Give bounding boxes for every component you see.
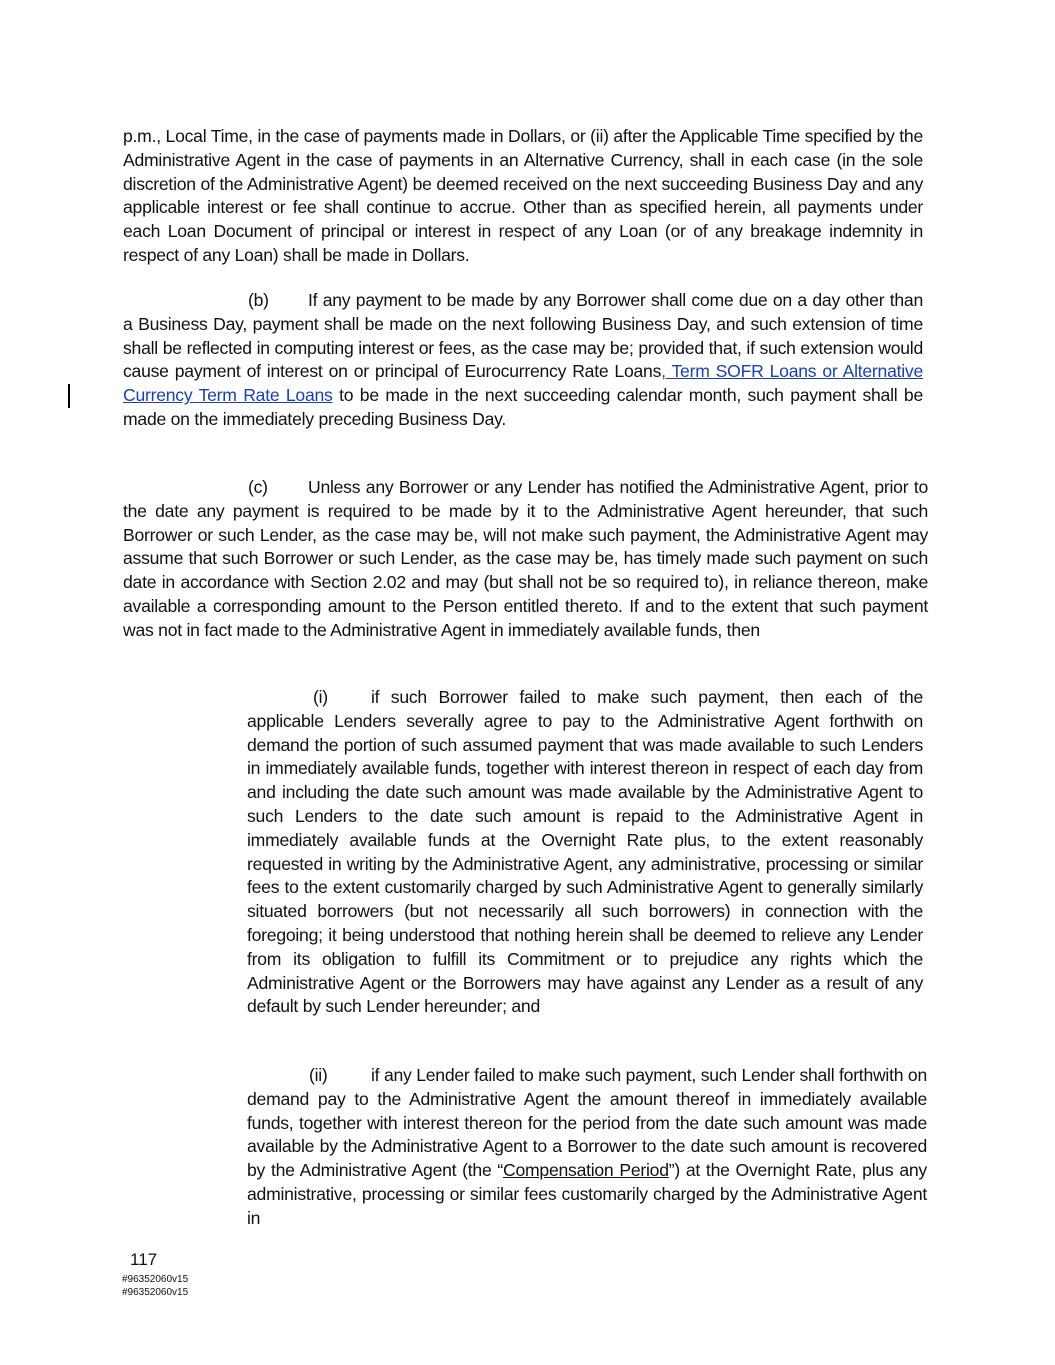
paragraph-c <box>123 476 928 643</box>
paragraph-b-label: (b) <box>248 290 269 310</box>
paragraph-c-i-text: if such Borrower failed to make such payment, then each of the applicable Lenders severally agree to pay to the Administrative Agent forthwith on demand the portion of such assumed payment that was made available to such Lenders in immediately available funds, together with interest thereon in respect of each day from and including the date such amount was made available by the Administrative Agent to such Lenders to the date such amount is repaid to the Administrative Agent in immediately available funds at the Overnight Rate plus, to the extent reasonably requested in writing by the Administrative Agent, any administrative, processing or similar fees to the extent customarily charged by such Administrative Agent to generally similarly situated borrowers (but not necessarily all such borrowers) in connection with the foregoing; it being understood that nothing herein shall be deemed to relieve any Lender from its obligation to fulfill its Commitment or to prejudice any rights which the Administrative Agent or the Borrowers may have against any Lender as a result of any default by such Lender hereunder; and <box>247 687 923 1017</box>
defined-term-compensation-period: Compensation Period <box>503 1160 669 1181</box>
document-id: #96352060v15 <box>122 1274 189 1285</box>
paragraph-a-continuation: p.m., Local Time, in the case of payments made in Dollars, or (ii) after the Applicable Time specified by the Administrative Agent in the case of payments in an Alternative Currency, shall in each case (in the sole discretion of the Administrative Agent) be deemed received on the next succeeding Business Day and any applicable interest or fee shall continue to accrue. Other than as specified herein, all payments under each Loan Document of principal or interest in respect of any Loan (or of any breakage indemnity in respect of any Loan) shall be made in Dollars. <box>123 126 923 265</box>
paragraph-c-i <box>247 686 923 1019</box>
document-id-duplicate: #96352060v15 <box>122 1287 189 1298</box>
paragraph-c-ii-text: if any Lender failed to make such payment, such Lender shall forthwith on demand pay to the Administrative Agent the amount thereof in immediately available funds, together with interest thereon for the period from the date such amount was made available by the Administrative Agent to a Borrower to the date such amount is recovered by the Administrative Agent (the “ <box>247 1065 927 1181</box>
page-number: 117 <box>130 1250 158 1269</box>
paragraph-c-ii-label: (ii) <box>309 1065 328 1085</box>
paragraph-c-i-label: (i) <box>313 687 328 707</box>
change-bar <box>68 384 70 408</box>
paragraph-b-text-cont: to be made in the next succeeding calendar month, such payment shall be made on the immediately preceding Business Day. <box>123 385 923 429</box>
paragraph-b-text: If any payment to be made by any Borrower shall come due on a day other than a Business Day, payment shall be made on the next following Business Day, and such extension of time shall be reflected in computing interest or fees, as the case may be; provided that, if such extension would cause payment of interest on or principal of Eurocurrency Rate Loans <box>123 290 923 382</box>
paragraph-c-ii <box>247 1064 927 1231</box>
paragraph-c-text: Unless any Borrower or any Lender has notified the Administrative Agent, prior to the date any payment is required to be made by it to the Administrative Agent hereunder, that such Borrower or such Lender, as the case may be, will not make such payment, the Administrative Agent may assume that such Borrower or such Lender, as the case may be, has timely made such payment on such date in accordance with Section 2.02 and may (but shall not be so required to), in reliance thereon, make available a corresponding amount to the Person entitled thereto. If and to the extent that such payment was not in fact made to the Administrative Agent in immediately available funds, then <box>123 477 928 640</box>
paragraph-c-ii-text-cont: ”) at the Overnight Rate, plus any administrative, processing or similar fees customarily charged by the Administrative Agent in <box>247 1160 927 1228</box>
paragraph-c-label: (c) <box>248 477 268 497</box>
paragraph-b <box>123 289 923 432</box>
paragraph-b-inserted-text: , Term SOFR Loans or Alternative Currency Term Rate Loans <box>123 361 923 406</box>
